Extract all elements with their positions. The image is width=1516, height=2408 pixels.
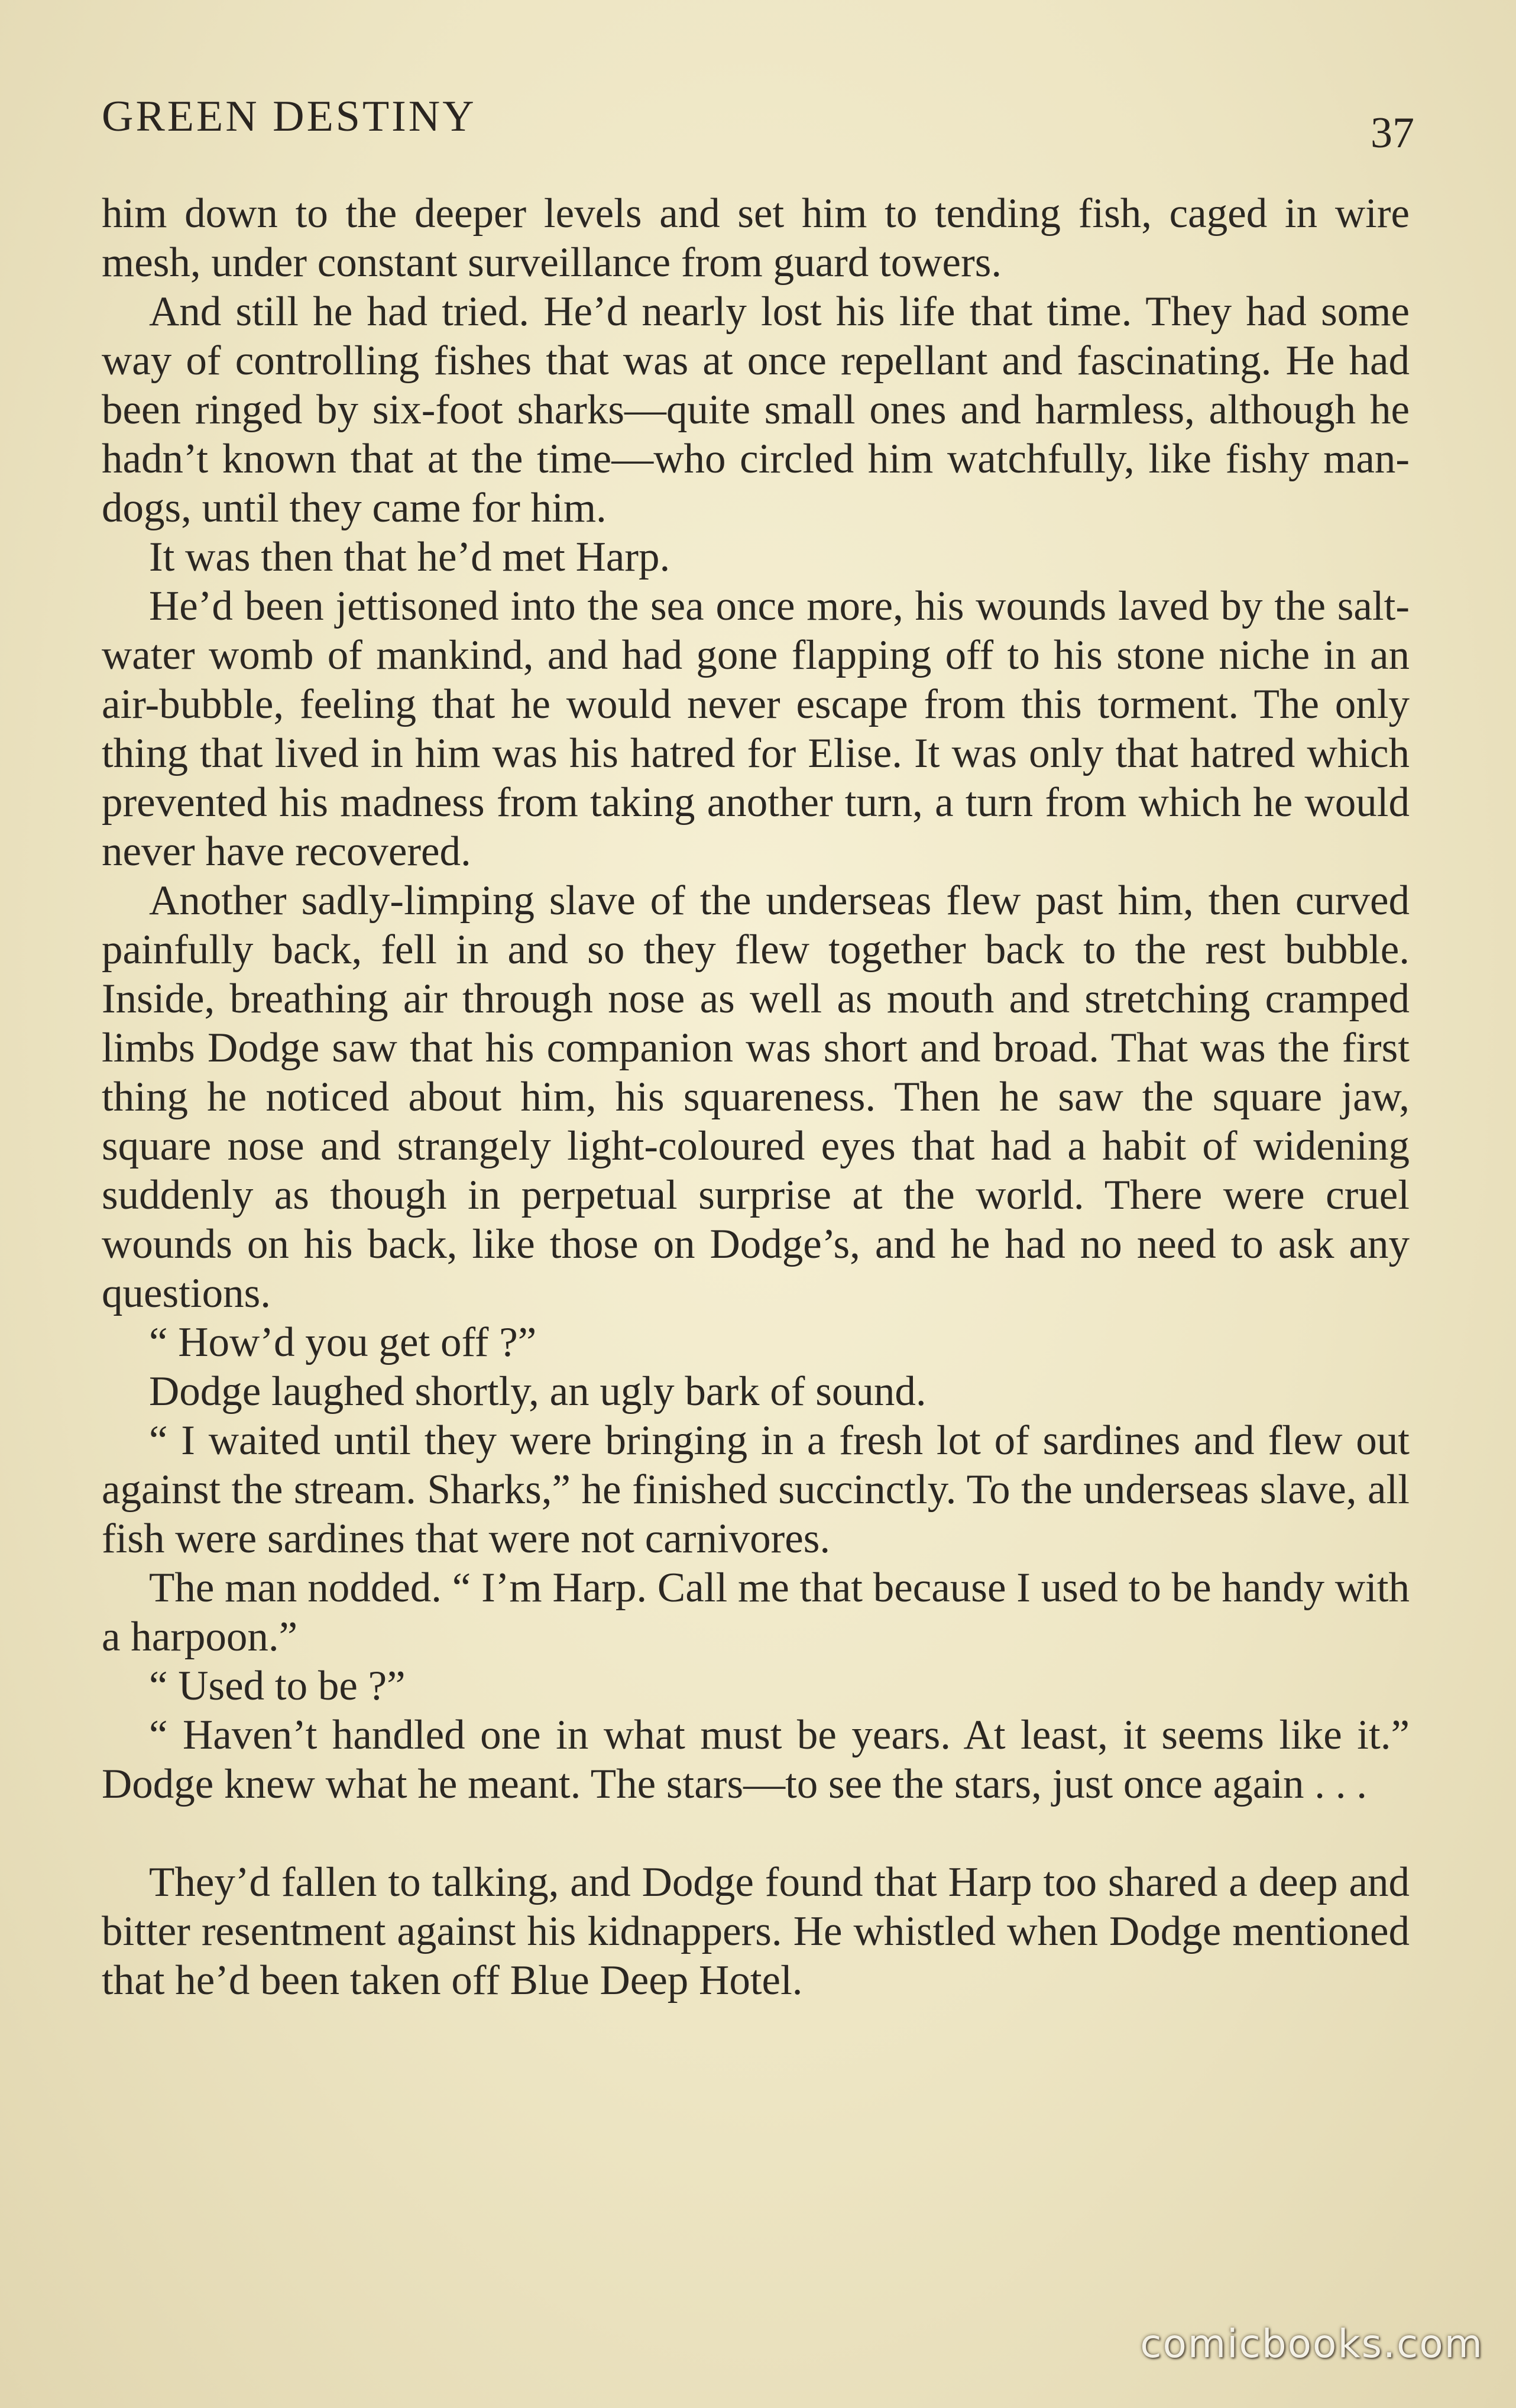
paragraph: They’d fallen to talking, and Dodge found that Harp too shared a deep and bitter resentment against his kidnappers. He whistled when Dodge mentioned that he’d been taken off Blue Deep Hotel. xyxy=(102,1859,1410,2004)
paragraph: “ How’d you get off ?” xyxy=(149,1319,537,1365)
paragraph: The man nodded. “ I’m Harp. Call me that because I used to be handy with a harpoon.” xyxy=(102,1565,1410,1660)
paragraph: “ I waited until they were bringing in a fresh lot of sardines and flew out against the stream. Sharks,” he finished succinctly. To the underseas slave, all fish were sardines that were not carnivores. xyxy=(102,1417,1410,1562)
body-text xyxy=(102,189,1410,2005)
paragraph: “ Haven’t handled one in what must be years. At least, it seems like it.” Dodge knew what he meant. The stars—to see the stars, just once again . . . xyxy=(102,1712,1410,1807)
paragraph: Another sadly-limping slave of the underseas flew past him, then curved painfully back, fell in and so they flew together back to the rest bubble. Inside, breathing air through nose as well as mouth and stretching cramped limbs Dodge saw that his companion was short and broad. That was the first thing he noticed about him, his squareness. Then he saw the square jaw, square nose and strangely light-coloured eyes that had a habit of widening suddenly as though in perpetual surprise at the world. There were cruel wounds on his back, like those on Dodge’s, and he had no need to ask any questions. xyxy=(102,878,1410,1316)
paragraph: He’d been jettisoned into the sea once more, his wounds laved by the salt-water womb of mankind, and had gone flapping off to his stone niche in an air-bubble, feeling that he would never escape from this torment. The only thing that lived in him was his hatred for Elise. It was only that hatred which prevented his madness from taking another turn, a turn from which he would never have recovered. xyxy=(102,583,1410,875)
page-number: 37 xyxy=(1371,109,1414,157)
page-header xyxy=(102,92,1414,157)
running-title: GREEN DESTINY xyxy=(102,92,477,141)
paragraph: Dodge laughed shortly, an ugly bark of sound. xyxy=(149,1368,927,1415)
watermark: comicbooks.com xyxy=(1140,2321,1483,2367)
paragraph: him down to the deeper levels and set him to tending fish, caged in wire mesh, under constant surveillance from guard towers. xyxy=(102,190,1410,286)
paragraph: And still he had tried. He’d nearly lost his life that time. They had some way of controlling fishes that was at once repellant and fascinating. He had been ringed by six-foot sharks—quite small ones and harmless, although he hadn’t known that at the time—who circled him watchfully, like fishy man-dogs, until they came for him. xyxy=(102,289,1410,531)
paragraph: “ Used to be ?” xyxy=(149,1663,406,1709)
paragraph: It was then that he’d met Harp. xyxy=(149,534,670,580)
